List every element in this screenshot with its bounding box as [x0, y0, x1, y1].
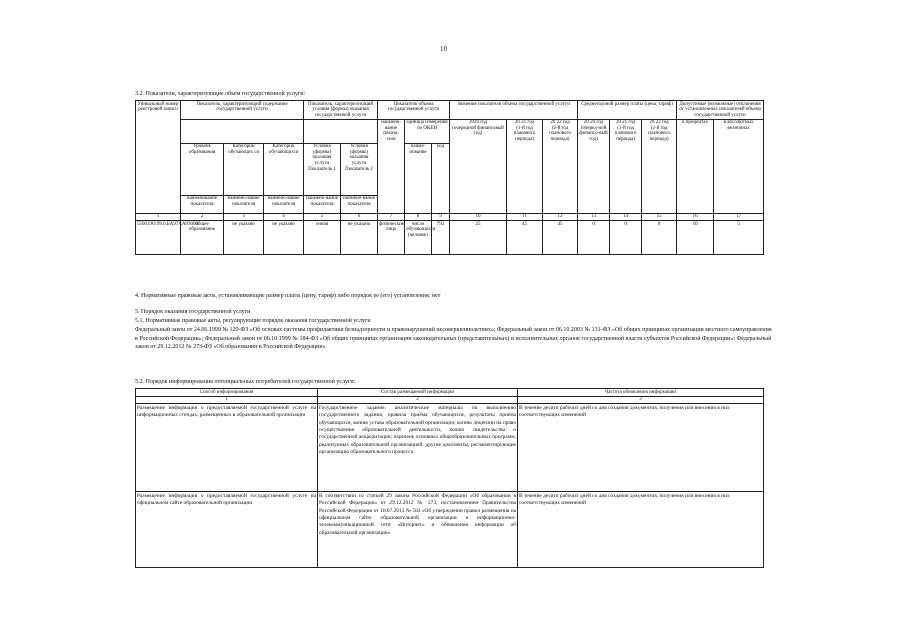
- header-student-category-2: Категории обучающихся: [264, 143, 304, 195]
- cell-category: не указано: [224, 221, 264, 255]
- header-indicator-label: наименование показателя: [181, 195, 224, 213]
- cell-education-level: общее образование: [181, 221, 224, 255]
- cell-registry-number: 550019О.99.0.БА97АА03000: [136, 221, 181, 255]
- cell-value-2022: 45: [543, 221, 578, 255]
- header-indicator-label: наимено-вание показателя: [264, 195, 304, 213]
- header-unique-number: Уникальный номер реестровой записи: [136, 101, 181, 214]
- header-indicator-label: наимено-вание показателя: [304, 195, 341, 213]
- column-number: 2: [181, 213, 224, 221]
- column-number: 13: [578, 213, 610, 221]
- table-row: [136, 404, 764, 492]
- header-student-category: Категории обучающих ся: [224, 143, 264, 195]
- cell-condition-2: не указано: [341, 221, 378, 255]
- column-number: 16: [677, 213, 714, 221]
- volume-indicators-table: [135, 100, 764, 255]
- header-absolute: в абсолютных величинах: [714, 119, 764, 213]
- cell-content: Государственное задание, аналитические материалы по выполнению государственного задания, правила приёма обучающихся, результаты приёма обучающихся, копию устава образовательной организации; копию лицензии на право осуществления образовательной деятельности, копию свидетельства о государственной аккредитации; перечень основных общеобразовательных программ, реализуемых образовательной организацией; другие документы, регламентирующие организацию образовательного процесса: [318, 404, 518, 492]
- header-price-2022: 20 22 год (2-й год планового периода): [642, 119, 677, 213]
- cell-unit-code: 792: [432, 221, 450, 255]
- table-row: [136, 492, 764, 568]
- page-number: 10: [440, 45, 447, 53]
- header-conditions-indicator: Показатель, характеризующий условия (формы) оказания государственной услуги: [304, 101, 378, 120]
- column-number: 1: [136, 213, 181, 221]
- column-number: 17: [714, 213, 764, 221]
- header-content: Состав размещаемой информации: [318, 389, 518, 397]
- cell-content: В соответствии со статьей 29 закона Российской Федерации «Об образовании в Российской Федерации» от 29.12.2012 № 273, постановлением Правительства Российской Федерации от 10.07.2013 № 582 «Об утверждении правил размещения на официальном сайте образовательной организации в информационно-телекоммуникационной сети «Интернет» и обновления информации об образовательной организации»: [318, 492, 518, 568]
- header-volume-indicator: Показатель объема государственной услуги: [378, 101, 450, 120]
- column-number: 8: [405, 213, 432, 221]
- cell-deviation-percent: 10: [677, 221, 714, 255]
- column-number: 15: [642, 213, 677, 221]
- column-number: 6: [341, 213, 378, 221]
- paragraph-5-1: 5.1. Нормативные правовые акты, регулирующие порядок оказания государственной услуги: [135, 318, 371, 324]
- header-unit-code: код: [432, 143, 450, 213]
- header-average-price: Среднегодовой размер платы (цена, тариф): [578, 101, 677, 120]
- column-number: 3: [224, 213, 264, 221]
- column-number-row: [136, 213, 764, 221]
- header-education-level: Уровень образования: [181, 143, 224, 195]
- cell-frequency: В течение десяти рабочих дней со дня создания документов, получения или внесения в них соответствующих изменений: [518, 492, 764, 568]
- paragraph-5: 5. Порядок оказания государственной услуги: [135, 309, 251, 315]
- column-number: 10: [450, 213, 507, 221]
- header-indicator-label: наимено-вание показателя: [341, 195, 378, 213]
- cell-method: Размещение информации о предоставляемой государственной услуге на информационных стендах, размещенных в образовательной организации: [136, 404, 318, 492]
- header-method: Способ информирования: [136, 389, 318, 397]
- column-number: 14: [610, 213, 642, 221]
- header-year-2020: 2020 год (очередной финансовый год): [450, 119, 507, 213]
- cell-category-2: не указано: [264, 221, 304, 255]
- header-volume-values: Значение показателя объема государственной услуги: [450, 101, 578, 120]
- column-number: 3: [518, 396, 764, 404]
- header-condition-2: Условия (формы) оказания услуги Показатель 2: [341, 143, 378, 195]
- table-row: [136, 221, 764, 255]
- cell-value-2020: 25: [450, 221, 507, 255]
- header-unit: единица измерения по ОКЕИ: [405, 119, 450, 143]
- cell-indicator-name: физические лица: [378, 221, 405, 255]
- column-number: 4: [264, 213, 304, 221]
- paragraph-4: 4. Нормативные правовые акты, устанавливающие размер платы (цену, тариф) либо порядок ее (его) установления: нет: [135, 293, 441, 299]
- header-indicator-label: наимено-вание показателя: [224, 195, 264, 213]
- cell-price-2021: 0: [610, 221, 642, 255]
- column-number: 7: [378, 213, 405, 221]
- paragraph-5-1-text: Федеральный закон от 24.06.1999 № 120-ФЗ «Об основах системы профилактики безнадзорности и правонарушений несовершеннолетних»; Федеральный закон от 06.10.2003 № 131-ФЗ «Об общих принципах организации местного самоуправления в Российской Федерации»; Федеральный закон от 06.10.1999 № 184-ФЗ «Об общих принципах организации законодательных (представительных) и исполнительных органов государственной власти субъектов Российской Федерации»; Федеральный закон от 29.12.2012 № 273-ФЗ «Об образовании в Российской Федерации»: [135, 327, 772, 351]
- header-condition-1: Условия (формы) оказания услуги Показатель 1: [304, 143, 341, 195]
- column-number: 11: [507, 213, 543, 221]
- column-number: 5: [304, 213, 341, 221]
- cell-value-2021: 45: [507, 221, 543, 255]
- header-percent: в процентах: [677, 119, 714, 213]
- cell-price-2020: 0: [578, 221, 610, 255]
- header-indicator-name: наимено-вание показа-теля: [378, 119, 405, 213]
- header-year-2021: 20 21 год (1-й год планового периода): [507, 119, 543, 213]
- header-allowed-deviation: Допустимые (возможные) отклонения от установленных показателей объема государственной услуги: [677, 101, 764, 120]
- information-table: [135, 388, 764, 568]
- cell-deviation-absolute: 5: [714, 221, 764, 255]
- header-price-2020: 20 20 год (очеред-ной финансо-вый год): [578, 119, 610, 213]
- header-year-2022: 20 22 год (2-й год планового периода): [543, 119, 578, 213]
- header-price-2021: 20 21 год (1-й год планового периода): [610, 119, 642, 213]
- section-3-2-title: 3.2. Показатели, характеризующие объем государственной услуги:: [135, 91, 306, 97]
- column-number: 1: [136, 396, 318, 404]
- cell-price-2022: 0: [642, 221, 677, 255]
- cell-method: Размещение информации о предоставляемой государственной услуге на официальном сайте образовательной организации: [136, 492, 318, 568]
- header-unit-name: наиме-нование: [405, 143, 432, 213]
- paragraph-5-2: 5.2. Порядок информирования потенциальных потребителей государственной услуги:: [135, 379, 356, 385]
- column-number: 9: [432, 213, 450, 221]
- column-number: 2: [318, 396, 518, 404]
- cell-unit-name: число обучающихся (человек): [405, 221, 432, 255]
- cell-condition-1: очная: [304, 221, 341, 255]
- header-frequency: Частота обновления информации: [518, 389, 764, 397]
- column-number: 12: [543, 213, 578, 221]
- cell-frequency: В течение десяти рабочих дней со дня создания документов, получения или внесения в них соответствующих изменений: [518, 404, 764, 492]
- header-content-indicator: Показатель, характеризующий содержание государственной услуги: [181, 101, 304, 120]
